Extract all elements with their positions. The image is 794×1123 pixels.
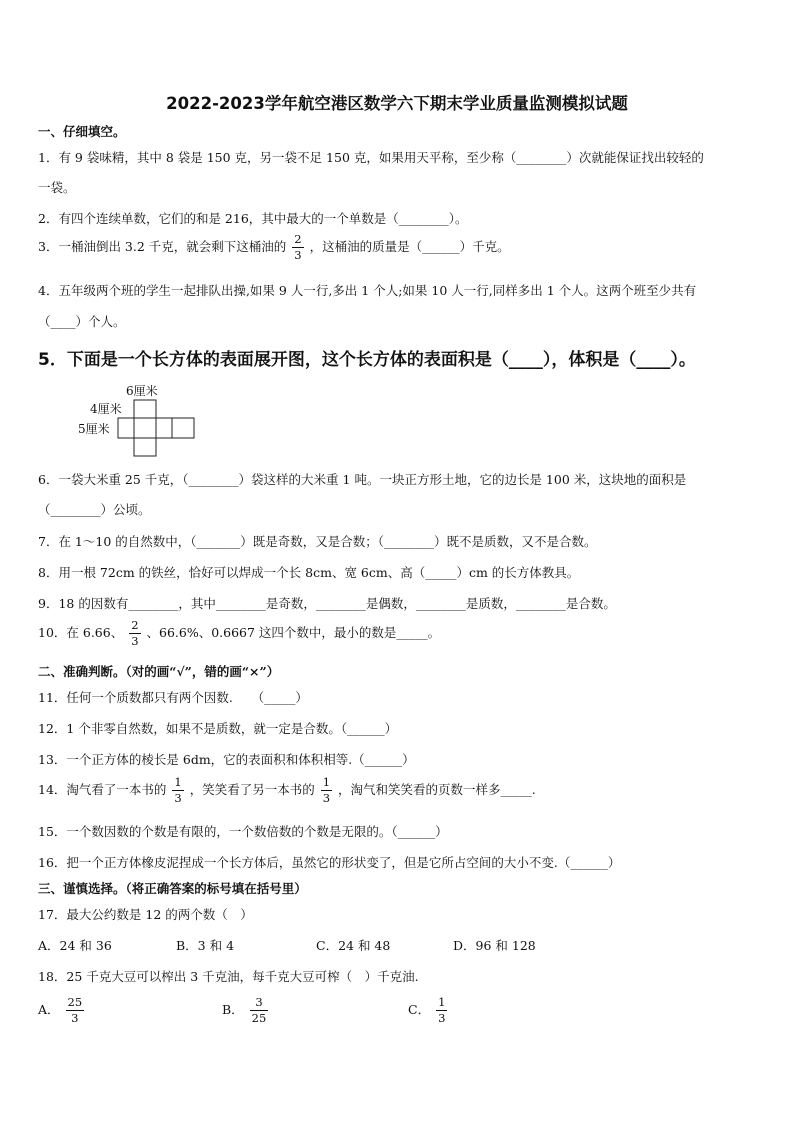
question-7: 7．在 1～10 的自然数中，（_______）既是奇数，又是合数；（________）既不是质数，又不是合数。 bbox=[38, 534, 597, 549]
question-18-option-b bbox=[222, 997, 270, 1024]
denominator: 3 bbox=[174, 790, 182, 805]
numerator: 25 bbox=[67, 995, 83, 1009]
denominator: 25 bbox=[251, 1010, 267, 1025]
net-label-top: 6厘米 bbox=[126, 384, 158, 398]
question-10-text-b: 、66.6%、0.6667 这四个数中，最小的数是_____。 bbox=[146, 625, 441, 640]
option-label: A． bbox=[38, 1002, 60, 1017]
net-face-back bbox=[172, 418, 194, 438]
question-1-line-2: 一袋。 bbox=[38, 180, 76, 195]
net-label-left-2: 5厘米 bbox=[78, 422, 110, 436]
option-label: C． bbox=[408, 1002, 431, 1017]
fraction bbox=[66, 997, 85, 1024]
fraction bbox=[292, 234, 303, 261]
question-17-option-b: B．3 和 4 bbox=[176, 938, 235, 953]
net-face-right bbox=[156, 418, 172, 438]
cuboid-net-figure bbox=[70, 380, 220, 460]
question-13: 13．一个正方体的棱长是 6dm，它的表面积和体积相等.（______） bbox=[38, 752, 415, 767]
net-face-left bbox=[118, 418, 134, 438]
question-18-option-c bbox=[408, 997, 449, 1024]
numerator: 1 bbox=[322, 775, 331, 789]
question-11: 11．任何一个质数都只有两个因数. （_____） bbox=[38, 690, 308, 705]
question-12: 12．1 个非零自然数，如果不是质数，就一定是合数。（______） bbox=[38, 721, 398, 736]
question-8: 8．用一根 72cm 的铁丝，恰好可以焊成一个长 8cm、宽 6cm、高（_____）cm 的长方体教具。 bbox=[38, 565, 580, 580]
question-2: 2．有四个连续单数，它们的和是 216，其中最大的一个单数是（________）。 bbox=[38, 211, 468, 226]
net-face-top bbox=[134, 400, 156, 418]
section-heading-1: 一、仔细填空。 bbox=[38, 124, 126, 139]
denominator: 3 bbox=[438, 1010, 446, 1025]
denominator: 3 bbox=[322, 790, 331, 805]
numerator: 2 bbox=[131, 618, 139, 632]
fraction bbox=[172, 777, 183, 804]
page-title: 2022-2023学年航空港区数学六下期末学业质量监测模拟试题 bbox=[166, 94, 628, 113]
cuboid-net-diagram bbox=[70, 380, 220, 460]
numerator: 1 bbox=[438, 995, 446, 1009]
question-6-line-2: （________）公顷。 bbox=[38, 502, 151, 517]
fraction bbox=[129, 620, 140, 647]
question-17-option-d: D．96 和 128 bbox=[453, 938, 536, 953]
question-18: 18．25 千克大豆可以榨出 3 千克油，每千克大豆可榨（ ）千克油. bbox=[38, 969, 419, 984]
section-heading-3: 三、谨慎选择。（将正确答案的标号填在括号里） bbox=[38, 881, 307, 896]
question-10 bbox=[38, 620, 440, 647]
question-14 bbox=[38, 777, 536, 804]
question-3 bbox=[38, 234, 510, 261]
question-4-line-1: 4．五年级两个班的学生一起排队出操,如果 9 人一行,多出 1 个人;如果 10 人一行,同样多出 1 个人。这两个班至少共有 bbox=[38, 283, 697, 298]
question-14-text-a: 14．淘气看了一本书的 bbox=[38, 782, 167, 797]
question-14-text-c: ，淘气和笑笑看的页数一样多_____. bbox=[338, 782, 536, 797]
question-6-line-1: 6．一袋大米重 25 千克，（________）袋这样的大米重 1 吨。一块正方形土地，它的边长是 100 米，这块地的面积是 bbox=[38, 472, 687, 487]
denominator: 3 bbox=[71, 1010, 79, 1025]
question-3-text-b: ，这桶油的质量是（______）千克。 bbox=[309, 239, 510, 254]
net-face-bottom bbox=[134, 438, 156, 456]
net-label-left-1: 4厘米 bbox=[90, 402, 122, 416]
question-15: 15．一个数因数的个数是有限的，一个数倍数的个数是无限的。（______） bbox=[38, 824, 448, 839]
question-5: 5．下面是一个长方体的表面展开图，这个长方体的表面积是（____），体积是（____）。 bbox=[38, 350, 696, 370]
fraction bbox=[250, 997, 269, 1024]
question-10-text-a: 10．在 6.66、 bbox=[38, 625, 124, 640]
question-9: 9．18 的因数有________，其中________是奇数，________是偶数，________是质数，________是合数。 bbox=[38, 596, 616, 611]
question-4-line-2: （____）个人。 bbox=[38, 314, 126, 329]
fraction bbox=[436, 997, 447, 1024]
question-17-option-a: A．24 和 36 bbox=[38, 938, 112, 953]
question-16: 16．把一个正方体橡皮泥捏成一个长方体后，虽然它的形状变了，但是它所占空间的大小不变.（______） bbox=[38, 855, 621, 870]
fraction bbox=[321, 777, 332, 804]
option-label: B． bbox=[222, 1002, 244, 1017]
question-1-line-1: 1．有 9 袋味精，其中 8 袋是 150 克，另一袋不足 150 克，如果用天平称，至少称（________）次就能保证找出较轻的 bbox=[38, 150, 704, 165]
question-14-text-b: ，笑笑看了另一本书的 bbox=[189, 782, 315, 797]
numerator: 3 bbox=[250, 997, 269, 1011]
denominator: 3 bbox=[131, 633, 139, 648]
net-face-front bbox=[134, 418, 156, 438]
question-17-option-c: C．24 和 48 bbox=[316, 938, 391, 953]
denominator: 3 bbox=[294, 247, 302, 262]
question-18-option-a bbox=[38, 997, 86, 1024]
numerator: 1 bbox=[174, 775, 182, 789]
numerator: 2 bbox=[294, 232, 302, 246]
question-17: 17．最大公约数是 12 的两个数（ ） bbox=[38, 907, 253, 922]
question-3-text-a: 3．一桶油倒出 3.2 千克，就会剩下这桶油的 bbox=[38, 239, 287, 254]
section-heading-2: 二、准确判断。（对的画“√”，错的画“×”） bbox=[38, 664, 280, 679]
